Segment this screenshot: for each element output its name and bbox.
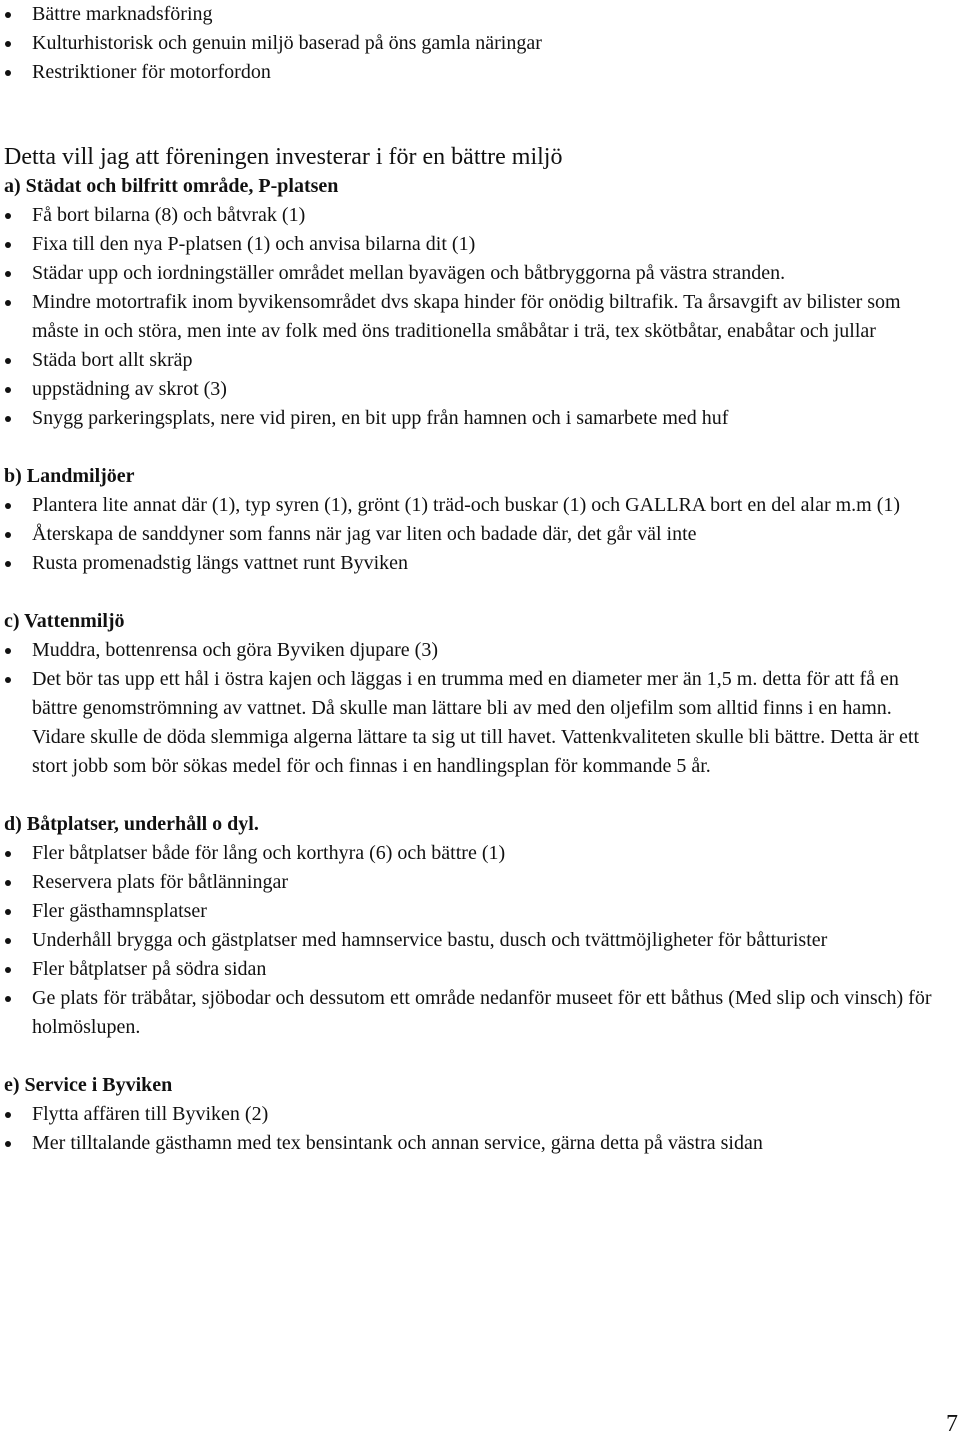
list-item: Snygg parkeringsplats, nere vid piren, en bit upp från hamnen och i samarbete med huf <box>4 404 944 433</box>
bullet-icon <box>5 70 11 76</box>
bullet-icon <box>5 648 11 654</box>
section-list <box>4 839 944 1042</box>
main-heading: Detta vill jag att föreningen investerar i för en bättre miljö <box>4 144 563 170</box>
section-list <box>4 1100 944 1158</box>
list-item: Ge plats för träbåtar, sjöbodar och dessutom ett område nedanför museet för ett båthus (Med slip och vinsch) för holmöslupen. <box>4 984 944 1042</box>
section-heading: e) Service i Byviken <box>4 1074 173 1096</box>
document-body <box>4 0 944 1158</box>
bullet-icon <box>5 1141 11 1147</box>
list-item: Muddra, bottenrensa och göra Byviken djupare (3) <box>4 636 944 665</box>
list-item: Reservera plats för båtlänningar <box>4 868 944 897</box>
list-item: Få bort bilarna (8) och båtvrak (1) <box>4 201 944 230</box>
bullet-icon <box>5 677 11 683</box>
list-item: Fixa till den nya P-platsen (1) och anvisa bilarna dit (1) <box>4 230 944 259</box>
list-item: Återskapa de sanddyner som fanns när jag var liten och badade där, det går väl inte <box>4 520 944 549</box>
section-list <box>4 201 944 433</box>
page-number: 7 <box>946 1411 958 1437</box>
section-heading: c) Vattenmiljö <box>4 610 125 632</box>
section-heading: d) Båtplatser, underhåll o dyl. <box>4 813 259 835</box>
intro-list <box>4 0 944 87</box>
list-item: Fler båtplatser på södra sidan <box>4 955 944 984</box>
bullet-icon <box>5 938 11 944</box>
bullet-icon <box>5 300 11 306</box>
list-item: Mer tilltalande gästhamn med tex bensintank och annan service, gärna detta på västra sidan <box>4 1129 944 1158</box>
bullet-icon <box>5 909 11 915</box>
list-item: Mindre motortrafik inom byvikensområdet dvs skapa hinder för onödig biltrafik. Ta årsavgift av bilister som måste in och störa, men inte av folk med öns traditionella småbåtar i trä, tex skötbåtar, enabåtar och jullar <box>4 288 944 346</box>
section-list <box>4 491 944 578</box>
list-item: Flytta affären till Byviken (2) <box>4 1100 944 1129</box>
list-item: Plantera lite annat där (1), typ syren (1), grönt (1) träd-och buskar (1) och GALLRA bort en del alar m.m (1) <box>4 491 944 520</box>
bullet-icon <box>5 532 11 538</box>
list-item: uppstädning av skrot (3) <box>4 375 944 404</box>
list-item: Städar upp och iordningställer området mellan byavägen och båtbryggorna på västra stranden. <box>4 259 944 288</box>
list-item: Kulturhistorisk och genuin miljö baserad på öns gamla näringar <box>4 29 944 58</box>
bullet-icon <box>5 967 11 973</box>
list-item: Underhåll brygga och gästplatser med hamnservice bastu, dusch och tvättmöjligheter för båtturister <box>4 926 944 955</box>
bullet-icon <box>5 358 11 364</box>
bullet-icon <box>5 561 11 567</box>
section-heading: a) Städat och bilfritt område, P-platsen <box>4 175 339 197</box>
bullet-icon <box>5 416 11 422</box>
list-item: Restriktioner för motorfordon <box>4 58 944 87</box>
bullet-icon <box>5 387 11 393</box>
bullet-icon <box>5 503 11 509</box>
bullet-icon <box>5 271 11 277</box>
list-item: Fler gästhamnsplatser <box>4 897 944 926</box>
bullet-icon <box>5 1112 11 1118</box>
section-heading: b) Landmiljöer <box>4 465 135 487</box>
bullet-icon <box>5 41 11 47</box>
bullet-icon <box>5 242 11 248</box>
bullet-icon <box>5 851 11 857</box>
list-item: Bättre marknadsföring <box>4 0 944 29</box>
bullet-icon <box>5 996 11 1002</box>
list-item: Det bör tas upp ett hål i östra kajen och läggas i en trumma med en diameter mer än 1,5 m. detta för att få en bättre genomströmning av vattnet. Då skulle man lättare bli av med den oljefilm som alltid finns i en hamn. Vidare skulle de döda slemmiga algerna lättare ta sig ut till havet. Vattenkvaliteten skulle bli bättre. Detta är ett stort jobb som bör sökas medel för och finnas i en handlingsplan för kommande 5 år. <box>4 665 944 781</box>
list-item: Städa bort allt skräp <box>4 346 944 375</box>
list-item: Fler båtplatser både för lång och korthyra (6) och bättre (1) <box>4 839 944 868</box>
section-list <box>4 636 944 781</box>
bullet-icon <box>5 880 11 886</box>
list-item: Rusta promenadstig längs vattnet runt Byviken <box>4 549 944 578</box>
bullet-icon <box>5 213 11 219</box>
bullet-icon <box>5 12 11 18</box>
